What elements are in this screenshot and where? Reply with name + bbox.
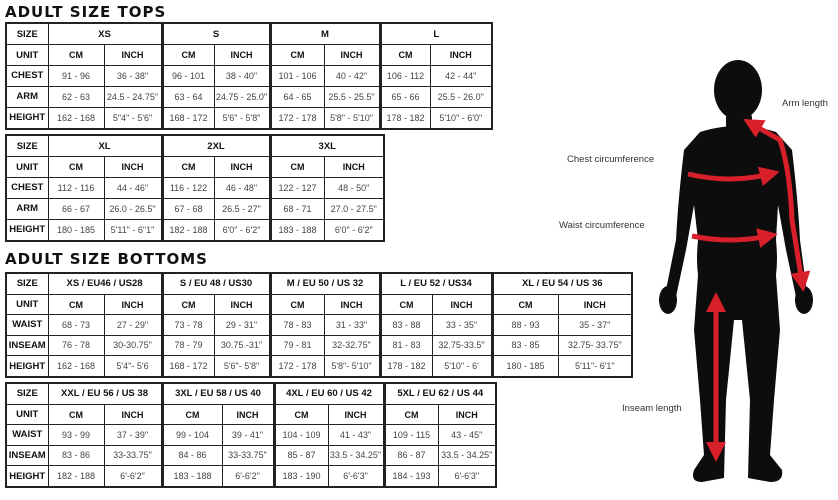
row-label: HEIGHT — [6, 466, 48, 487]
unit-row — [6, 294, 632, 314]
table-cell: 32.75-33.5" — [432, 335, 492, 355]
arm-row — [6, 86, 492, 107]
body-figure — [659, 60, 813, 482]
unit-inch: INCH — [328, 404, 384, 424]
table-cell: 33.5 - 34.25" — [438, 445, 496, 465]
unit-cm: CM — [384, 404, 438, 424]
row-label: UNIT — [6, 45, 48, 66]
unit-cm: CM — [48, 45, 104, 66]
size-row — [6, 23, 492, 45]
tops-title: ADULT SIZE TOPS — [5, 3, 167, 21]
unit-cm: CM — [270, 157, 324, 178]
table-cell: 37 - 39" — [104, 425, 162, 445]
chest-row — [6, 66, 492, 87]
table-cell: 33-33.75" — [104, 445, 162, 465]
table-cell: 5"4" - 5'6" — [104, 107, 162, 129]
table-cell: 104 - 109 — [274, 425, 328, 445]
table-cell: 83 - 86 — [48, 445, 104, 465]
waist-row — [6, 315, 632, 335]
table-cell: 101 - 106 — [270, 66, 324, 87]
height-row — [6, 466, 496, 487]
inseam-row — [6, 445, 496, 465]
unit-inch: INCH — [222, 404, 274, 424]
table-cell: 172 - 178 — [270, 356, 324, 377]
table-cell: 168 - 172 — [162, 356, 214, 377]
table-cell: 116 - 122 — [162, 178, 214, 199]
unit-row — [6, 157, 384, 178]
table-cell: 33-33.75" — [222, 445, 274, 465]
table-cell: 5'11" - 6"1" — [104, 219, 162, 241]
bottoms-title: ADULT SIZE BOTTOMS — [5, 250, 208, 268]
table-cell: 29 - 31" — [214, 315, 270, 335]
waist-row — [6, 425, 496, 445]
row-label: UNIT — [6, 404, 48, 424]
table-cell: 33.5 - 34.25" — [328, 445, 384, 465]
row-label: HEIGHT — [6, 107, 48, 129]
size-header: L / EU 52 / US34 — [380, 273, 492, 294]
size-header: 3XL — [270, 135, 384, 157]
size-header: 4XL / EU 60 / US 42 — [274, 383, 384, 404]
unit-cm: CM — [380, 294, 432, 314]
table-cell: 48 - 50" — [324, 178, 384, 199]
table-cell: 78 - 79 — [162, 335, 214, 355]
table-cell: 84 - 86 — [162, 445, 222, 465]
unit-inch: INCH — [324, 45, 380, 66]
arm-row — [6, 198, 384, 219]
row-label: CHEST — [6, 178, 48, 199]
table-cell: 6'0" - 6'2" — [324, 219, 384, 241]
table-cell: 43 - 45" — [438, 425, 496, 445]
table-cell: 86 - 87 — [384, 445, 438, 465]
unit-inch: INCH — [214, 294, 270, 314]
row-label: WAIST — [6, 425, 48, 445]
table-cell: 63 - 64 — [162, 86, 214, 107]
row-label: WAIST — [6, 315, 48, 335]
unit-inch: INCH — [558, 294, 632, 314]
table-cell: 99 - 104 — [162, 425, 222, 445]
height-row — [6, 219, 384, 241]
table-cell: 26.5 - 27" — [214, 198, 270, 219]
table-cell: 30.75 -31" — [214, 335, 270, 355]
row-label: SIZE — [6, 135, 48, 157]
size-header: XL — [48, 135, 162, 157]
size-row — [6, 383, 496, 404]
table-cell: 33 - 35" — [432, 315, 492, 335]
table-cell: 67 - 68 — [162, 198, 214, 219]
table-cell: 184 - 193 — [384, 466, 438, 487]
table-cell: 88 - 93 — [492, 315, 558, 335]
table-cell: 112 - 116 — [48, 178, 104, 199]
size-row — [6, 135, 384, 157]
table-cell: 36 - 38" — [104, 66, 162, 87]
size-header: 3XL / EU 58 / US 40 — [162, 383, 274, 404]
table-cell: 5'10" - 6'0" — [430, 107, 492, 129]
height-row — [6, 356, 632, 377]
size-header: 5XL / EU 62 / US 44 — [384, 383, 496, 404]
size-header: M / EU 50 / US 32 — [270, 273, 380, 294]
row-label: UNIT — [6, 157, 48, 178]
table-cell: 183 - 188 — [270, 219, 324, 241]
unit-cm: CM — [274, 404, 328, 424]
unit-cm: CM — [162, 404, 222, 424]
table-cell: 65 - 66 — [380, 86, 430, 107]
unit-inch: INCH — [104, 404, 162, 424]
table-cell: 83 - 85 — [492, 335, 558, 355]
table-cell: 35 - 37" — [558, 315, 632, 335]
unit-cm: CM — [162, 294, 214, 314]
table-cell: 73 - 78 — [162, 315, 214, 335]
table-cell: 178 - 182 — [380, 356, 432, 377]
unit-inch: INCH — [430, 45, 492, 66]
chest-circumference-label: Chest circumference — [567, 154, 655, 165]
table-cell: 32.75- 33.75" — [558, 335, 632, 355]
row-label: ARM — [6, 198, 48, 219]
table-cell: 62 - 63 — [48, 86, 104, 107]
table-cell: 39 - 41" — [222, 425, 274, 445]
bottoms-table-2 — [5, 382, 497, 488]
size-row — [6, 273, 632, 294]
table-cell: 109 - 115 — [384, 425, 438, 445]
row-label: INSEAM — [6, 445, 48, 465]
table-cell: 183 - 188 — [162, 466, 222, 487]
size-header: XL / EU 54 / US 36 — [492, 273, 632, 294]
table-cell: 24.75 - 25.0" — [214, 86, 270, 107]
table-cell: 122 - 127 — [270, 178, 324, 199]
unit-inch: INCH — [104, 45, 162, 66]
table-cell: 106 - 112 — [380, 66, 430, 87]
table-cell: 5'11"- 6'1" — [558, 356, 632, 377]
unit-inch: INCH — [104, 294, 162, 314]
table-cell: 5'8"- 5'10" — [324, 356, 380, 377]
unit-cm: CM — [162, 45, 214, 66]
unit-cm: CM — [270, 294, 324, 314]
table-cell: 172 - 178 — [270, 107, 324, 129]
table-cell: 31 - 33" — [324, 315, 380, 335]
size-header: M — [270, 23, 380, 45]
row-label: UNIT — [6, 294, 48, 314]
table-cell: 78 - 83 — [270, 315, 324, 335]
table-cell: 5'4"- 5'6 — [104, 356, 162, 377]
table-cell: 162 - 168 — [48, 356, 104, 377]
row-label: HEIGHT — [6, 219, 48, 241]
table-cell: 162 - 168 — [48, 107, 104, 129]
table-cell: 5'8" - 5'10" — [324, 107, 380, 129]
inseam-row — [6, 335, 632, 355]
waist-circumference-label: Waist circumference — [559, 220, 645, 231]
height-row — [6, 107, 492, 129]
unit-row — [6, 45, 492, 66]
size-header: XS / EU46 / US28 — [48, 273, 162, 294]
size-header: XXL / EU 56 / US 38 — [48, 383, 162, 404]
chest-row — [6, 178, 384, 199]
table-cell: 182 - 188 — [48, 466, 104, 487]
table-cell: 180 - 185 — [492, 356, 558, 377]
unit-cm: CM — [380, 45, 430, 66]
table-cell: 38 - 40" — [214, 66, 270, 87]
table-cell: 25.5 - 26.0" — [430, 86, 492, 107]
tops-table-1 — [5, 22, 493, 130]
table-cell: 83 - 88 — [380, 315, 432, 335]
table-cell: 66 - 67 — [48, 198, 104, 219]
bottoms-table-1 — [5, 272, 633, 378]
unit-inch: INCH — [324, 157, 384, 178]
table-cell: 25.5 - 25.5" — [324, 86, 380, 107]
unit-inch: INCH — [104, 157, 162, 178]
table-cell: 183 - 190 — [274, 466, 328, 487]
unit-cm: CM — [492, 294, 558, 314]
row-label: INSEAM — [6, 335, 48, 355]
table-cell: 46 - 48" — [214, 178, 270, 199]
table-cell: 96 - 101 — [162, 66, 214, 87]
unit-cm: CM — [48, 157, 104, 178]
table-cell: 5'10" - 6' — [432, 356, 492, 377]
table-cell: 93 - 99 — [48, 425, 104, 445]
table-cell: 27.0 - 27.5" — [324, 198, 384, 219]
table-cell: 24.5 - 24.75" — [104, 86, 162, 107]
table-cell: 68 - 73 — [48, 315, 104, 335]
table-cell: 6'-6'3" — [328, 466, 384, 487]
table-cell: 178 - 182 — [380, 107, 430, 129]
table-cell: 42 - 44" — [430, 66, 492, 87]
unit-cm: CM — [162, 157, 214, 178]
row-label: SIZE — [6, 383, 48, 404]
arm-length-label: Arm length — [782, 98, 828, 109]
table-cell: 79 - 81 — [270, 335, 324, 355]
table-cell: 91 - 96 — [48, 66, 104, 87]
unit-cm: CM — [48, 404, 104, 424]
unit-row — [6, 404, 496, 424]
body-silhouette-illustration — [620, 55, 838, 495]
table-cell: 182 - 188 — [162, 219, 214, 241]
unit-inch: INCH — [438, 404, 496, 424]
row-label: HEIGHT — [6, 356, 48, 377]
row-label: CHEST — [6, 66, 48, 87]
size-header: 2XL — [162, 135, 270, 157]
table-cell: 40 - 42" — [324, 66, 380, 87]
unit-inch: INCH — [324, 294, 380, 314]
tops-table-2 — [5, 134, 385, 242]
table-cell: 44 - 46" — [104, 178, 162, 199]
row-label: SIZE — [6, 23, 48, 45]
table-cell: 168 - 172 — [162, 107, 214, 129]
unit-inch: INCH — [432, 294, 492, 314]
table-cell: 6'-6'2" — [104, 466, 162, 487]
size-header: L — [380, 23, 492, 45]
unit-cm: CM — [48, 294, 104, 314]
table-cell: 32-32.75" — [324, 335, 380, 355]
table-cell: 180 - 185 — [48, 219, 104, 241]
row-label: SIZE — [6, 273, 48, 294]
table-cell: 41 - 43" — [328, 425, 384, 445]
table-cell: 26.0 - 26.5" — [104, 198, 162, 219]
unit-cm: CM — [270, 45, 324, 66]
table-cell: 6'0" - 6'2" — [214, 219, 270, 241]
unit-inch: INCH — [214, 157, 270, 178]
table-cell: 76 - 78 — [48, 335, 104, 355]
table-cell: 81 - 83 — [380, 335, 432, 355]
size-header: S — [162, 23, 270, 45]
size-header: S / EU 48 / US30 — [162, 273, 270, 294]
size-header: XS — [48, 23, 162, 45]
table-cell: 6'-6'3" — [438, 466, 496, 487]
inseam-length-label: Inseam length — [622, 403, 682, 414]
table-cell: 64 - 65 — [270, 86, 324, 107]
table-cell: 6'-6'2" — [222, 466, 274, 487]
table-cell: 30-30.75" — [104, 335, 162, 355]
table-cell: 68 - 71 — [270, 198, 324, 219]
table-cell: 85 - 87 — [274, 445, 328, 465]
unit-inch: INCH — [214, 45, 270, 66]
row-label: ARM — [6, 86, 48, 107]
table-cell: 5'6" - 5'8" — [214, 107, 270, 129]
table-cell: 27 - 29" — [104, 315, 162, 335]
table-cell: 5'6"- 5'8" — [214, 356, 270, 377]
